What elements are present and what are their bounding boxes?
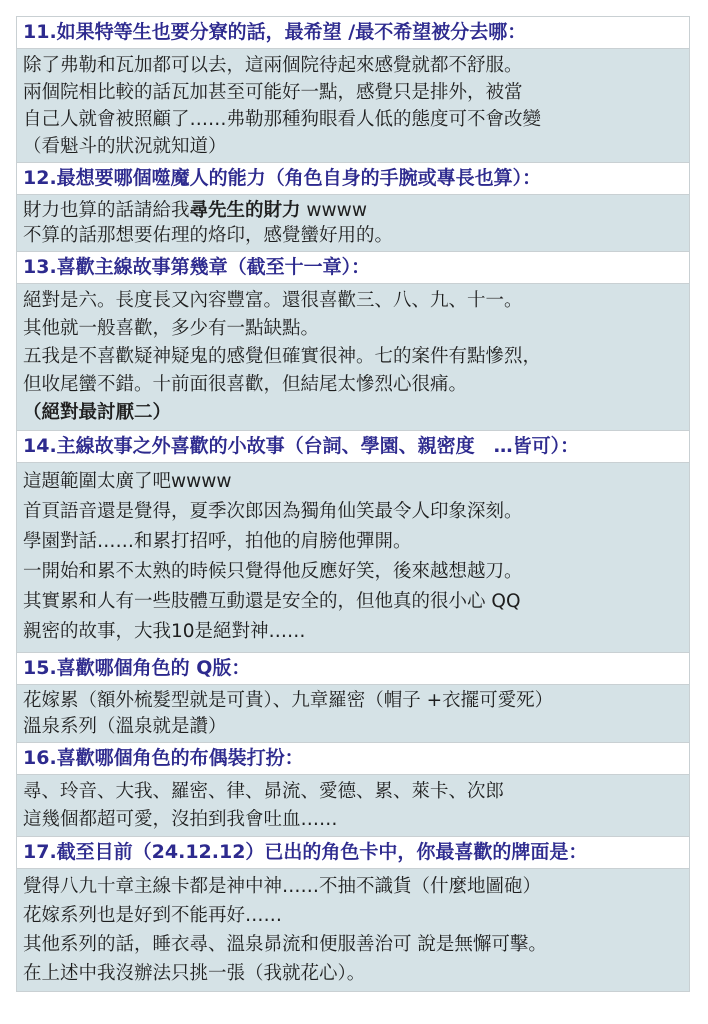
answer-12-laugh: wwww (306, 200, 367, 221)
answer-15 (16, 685, 690, 742)
answer-15-line-1: 花嫁累（額外梳髮型就是可貴）、九章羅密（帽子 +衣擺可愛死） (23, 690, 554, 711)
answer-14-line-5: 其實累和人有一些肢體互動還是安全的，但他真的很小心 QQ (23, 591, 521, 612)
question-11-heading: 11.如果特等生也要分寮的話，最希望 /最不希望被分去哪： (16, 16, 690, 49)
answer-11-line-4: （看魁斗的狀況就知道） (23, 136, 227, 157)
answer-13-line-1: 絕對是六。長度長又內容豐富。還很喜歡三、八、九、十一。 (23, 290, 523, 311)
answer-16-line-2: 這幾個都超可愛，沒拍到我會吐血…… (23, 809, 338, 830)
question-14-heading: 14.主線故事之外喜歡的小故事（台詞、學園、親密度 …皆可）： (16, 430, 690, 463)
answer-17 (16, 869, 690, 992)
answer-16 (16, 775, 690, 836)
question-15-heading: 15.喜歡哪個角色的 Q版： (16, 652, 690, 685)
answer-15-line-2: 溫泉系列（溫泉就是讚） (23, 716, 227, 737)
question-13-heading: 13.喜歡主線故事第幾章（截至十一章）： (16, 251, 690, 284)
answer-17-line-2: 花嫁系列也是好到不能再好…… (23, 905, 283, 926)
question-16-heading: 16.喜歡哪個角色的布偶裝打扮： (16, 742, 690, 775)
answer-12 (16, 195, 690, 251)
answer-11-line-1: 除了弗勒和瓦加都可以去，這兩個院待起來感覺就都不舒服。 (23, 55, 523, 76)
answer-12-highlight: 尋先生的財力 (189, 200, 301, 221)
answer-12-line-1 (23, 198, 683, 223)
answer-17-line-1: 覺得八九十章主線卡都是神中神……不抽不識貨（什麼地圖砲） (23, 876, 542, 897)
answer-11-line-2: 兩個院相比較的話瓦加甚至可能好一點，感覺只是排外，被當 (23, 82, 523, 103)
answer-11-line-3: 自己人就會被照顧了……弗勒那種狗眼看人低的態度可不會改變 (23, 109, 542, 130)
answer-14-line-2: 首頁語音還是覺得，夏季次郎因為獨角仙笑最令人印象深刻。 (23, 501, 523, 522)
answer-14-line-4: 一開始和累不太熟的時候只覺得他反應好笑，後來越想越刀。 (23, 561, 523, 582)
answer-17-line-4: 在上述中我沒辦法只挑一張（我就花心）。 (23, 963, 366, 984)
answer-13-line-4: 但收尾蠻不錯。十前面很喜歡，但結尾太慘烈心很痛。 (23, 374, 468, 395)
answer-14-line-6: 親密的故事，大我10是絕對神…… (23, 621, 306, 642)
answer-12-text: 財力也算的話請給我 (23, 200, 190, 221)
questionnaire-sheet (16, 16, 690, 992)
answer-12-line-2: 不算的話那想要佑理的烙印，感覺蠻好用的。 (23, 225, 394, 246)
answer-17-line-3: 其他系列的話，睡衣尋、溫泉昴流和便服善治可 說是無懈可擊。 (23, 934, 547, 955)
question-12-heading: 12.最想要哪個噬魔人的能力（角色自身的手腕或專長也算）： (16, 162, 690, 195)
answer-13-emphasis: （絕對最討厭二） (23, 402, 172, 423)
answer-14 (16, 463, 690, 652)
answer-11 (16, 49, 690, 162)
answer-13-line-2: 其他就一般喜歡，多少有一點缺點。 (23, 318, 320, 339)
answer-13 (16, 284, 690, 430)
answer-14-line-3: 學園對話……和累打招呼，拍他的肩膀他彈開。 (23, 531, 412, 552)
answer-14-line-1: 這題範圍太廣了吧wwww (23, 471, 232, 492)
answer-16-line-1: 尋、玲音、大我、羅密、律、昴流、愛德、累、萊卡、次郎 (23, 781, 505, 802)
answer-13-line-3: 五我是不喜歡疑神疑鬼的感覺但確實很神。七的案件有點慘烈， (23, 346, 542, 367)
question-17-heading: 17.截至目前（24.12.12）已出的角色卡中，你最喜歡的牌面是： (16, 836, 690, 869)
